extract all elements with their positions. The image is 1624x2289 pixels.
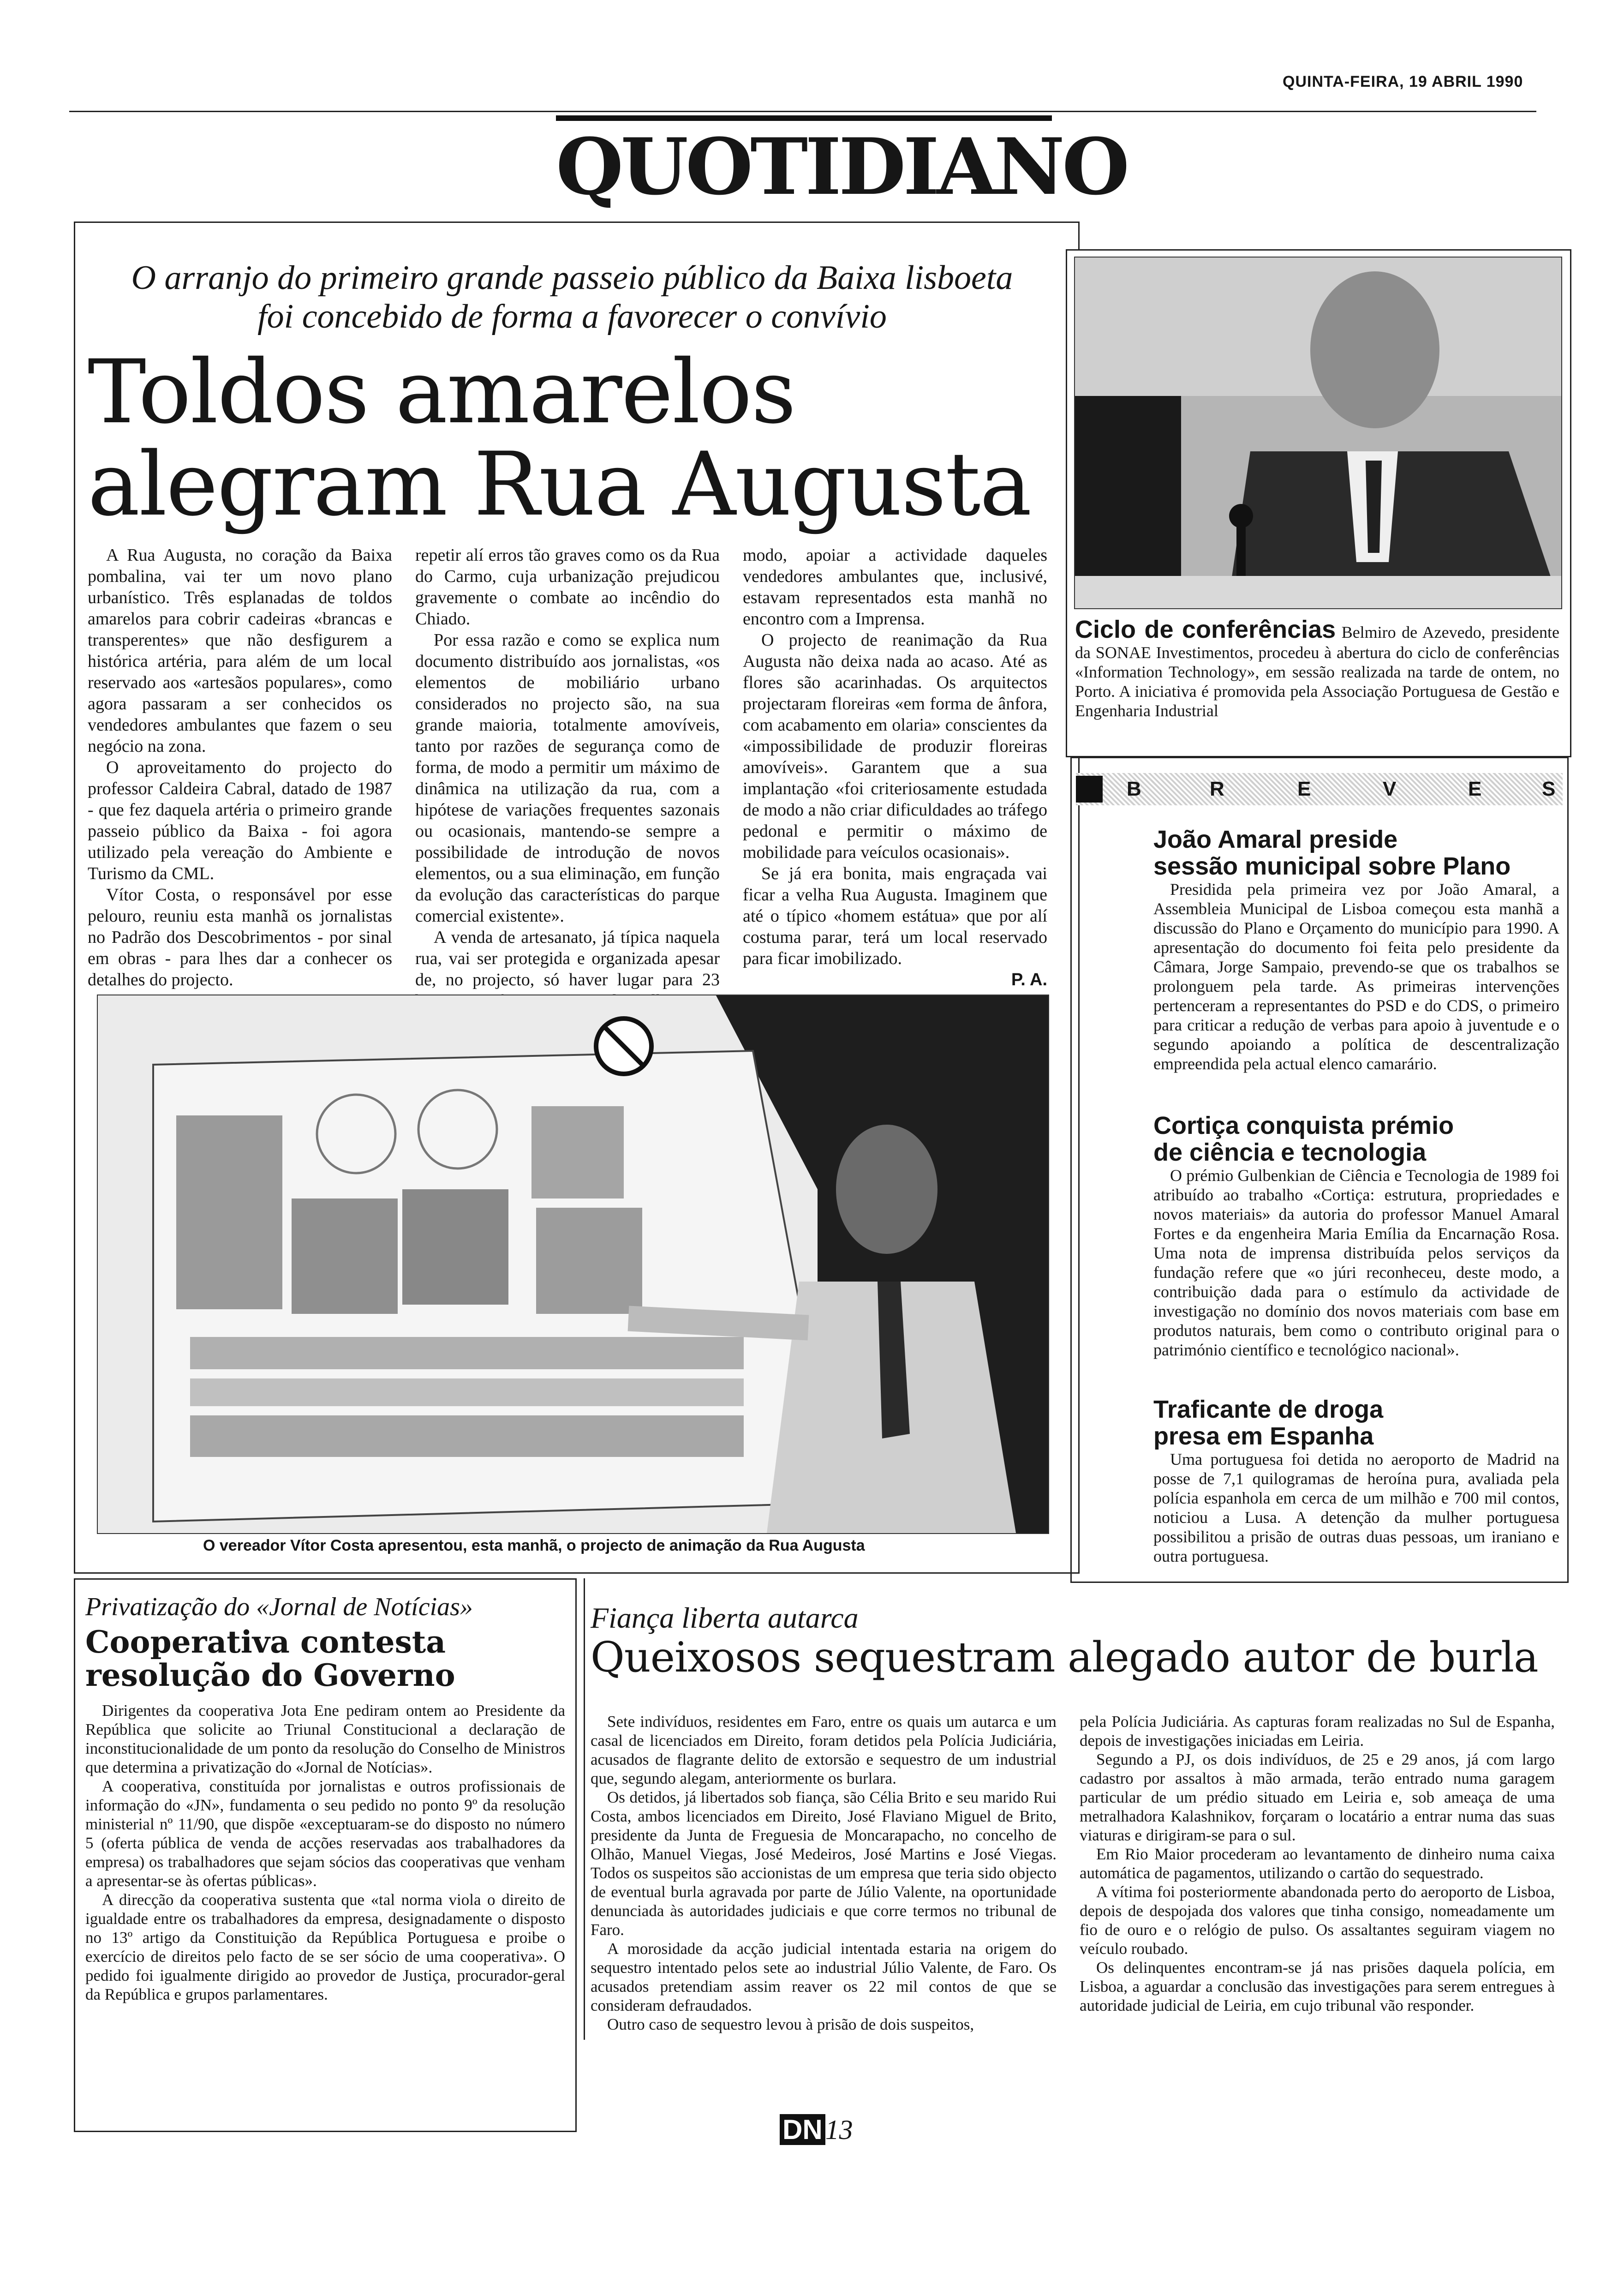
photo-story-body: Belmiro de Azevedo, presidente da SONAE Investimentos, procedeu à abertura do ciclo de conferências «Information Technology», em sessão realizada na tarde de ontem, no Porto. A iniciativa é promovida pela Associação Portuguesa de Gestão e Engenharia Industrial [1075,623,1560,720]
paragraph: Se já era bonita, mais engraçada vai ficar a velha Rua Augusta. Imaginem que até o típico «homem estátua» que por alí costuma parar, terá um local reservado para ficar imobilizado. [743,864,1047,968]
photo-story-text [1075,616,1559,720]
burla-kicker: Fiança liberta autarca [591,1601,859,1634]
paragraph: Dirigentes da cooperativa Jota Ene pediram ontem ao Presidente da República que solicite ao Triunal Constitucional a declaração de inconstitucionalidade de um ponto da resolução do Conselho de Ministros que determina a privatização do «Jornal de Notícias». [85,1702,565,1776]
main-kicker: O arranjo do primeiro grande passeio público da Baixa lisboeta foi concebido de forma a favorecer o convívio [131,259,1013,336]
main-photo [97,995,1049,1534]
burla-story [591,1601,1559,1681]
burla-headline: Queixosos sequestram alegado autor de burla [591,1633,1538,1682]
jn-story [85,1592,565,2004]
breve-text: Presidida pela primeira vez por João Amaral, a Assembleia Municipal de Lisboa começou esta manhã a discussão do Plano e Orçamento do município para 1990. A apresentação do documento foi feita pelo presidente da Câmara, Jorge Sampaio, prevendo-se que os trabalhos se prolonguem pela tarde. As primeiras intervenções pertenceram a representantes do PSD e do CDS, o primeiro para criticar a redução de verbas para apoio à juventude e o segundo apoiando a política de descentralização empreendida pela actual elenco camarário. [1153,880,1559,1073]
breve-title: Traficante de droga presa em Espanha [1153,1396,1384,1450]
paragraph: Os delinquentes encontram-se já nas prisões daquela polícia, em Lisboa, a aguardar a conclusão das investigações para serem entregues à autoridade judicial de Leiria, em cujo tribunal vão responder. [1080,1959,1555,2014]
breve-title: Cortiça conquista prémio de ciência e tecnologia [1153,1112,1454,1166]
conference-photo [1074,257,1562,609]
date-line: QUINTA-FEIRA, 19 ABRIL 1990 [1283,73,1523,90]
jn-headline: Cooperativa contesta resolução do Governo [85,1624,455,1693]
breves-banner [1076,773,1563,805]
conference-photo-illustration [1075,258,1561,608]
breves-letter: S [1542,778,1556,800]
breves-letter: E [1468,778,1482,800]
burla-column-1 [591,1712,1057,2034]
paragraph: pela Polícia Judiciária. As capturas foram realizadas no Sul de Espanha, depois de investigações iniciadas em Leiria. [1080,1713,1555,1750]
presentation-photo-illustration [98,995,1048,1533]
paragraph: repetir alí erros tão graves como os da Rua do Carmo, cuja urbanização prejudicou gravemente o combate ao incêndio do Chiado. [415,545,720,629]
page-number: 13 [825,2115,853,2145]
main-column-1 [88,545,392,1012]
paragraph: O projecto de reanimação da Rua Augusta não deixa nada ao acaso. Até as flores são acarinhadas. Os arquitectos projectaram floreiras «em forma de ânfora, com acabamento em olaria» conscientes da «impossibilidade de produzir floreiras amovíveis». Garantem que a sua implantação «foi criteriosamente estudada de modo a não criar dificuldades ao tráfego pedonal e permitir o máximo de mobilidade para veículos ocasionais». [743,630,1047,862]
jn-kicker: Privatização do «Jornal de Notícias» [85,1593,473,1621]
paragraph: A cooperativa, constituída por jornalistas e outros profissionais de informação do «JN», fundamenta o seu pedido no ponto 9º da resolução ministerial nº 11/90, que dispõe «exceptuaram-se do disposto no número 5 (oferta pública de venda de acções reservadas aos trabalhadores da empresa) os trabalhadores que sejam sócios das cooperativas que venham a apresentar-se às ofertas públicas». [85,1777,565,1890]
breves-letter: R [1210,778,1224,800]
paragraph: A vítima foi posteriormente abandonada perto do aeroporto de Lisboa, depois de despojada dos valores que tinha consigo, nomeadamente um fio de ouro e o relógio de pulso. Os assaltantes seguiram viagem no veículo roubado. [1080,1883,1555,1958]
page-footer [780,2114,853,2146]
paragraph: A Rua Augusta, no coração da Baixa pombalina, vai ter um novo plano urbanístico. Três esplanadas de toldos amarelos para cobrir cadeiras «brancas e transperentes» que não desfigurem a histórica artéria, para além de um local reservado aos «artesãos populares», como agora passaram a ser conhecidos os vendedores ambulantes que fazem o seu negócio na zona. [88,545,392,756]
paragraph: Em Rio Maior procederam ao levantamento de dinheiro numa caixa automática de pagamentos, utilizando o cartão do sequestrado. [1080,1845,1555,1882]
photo-story-title: Ciclo de conferências [1075,616,1336,643]
main-photo-caption: O vereador Vítor Costa apresentou, esta manhã, o projecto de animação da Rua Augusta [203,1537,865,1554]
jn-body [85,1701,565,2004]
column-rule [584,1578,585,2040]
breves-square-icon [1076,776,1103,803]
paragraph: Outro caso de sequestro levou à prisão de dois suspeitos, [607,2015,974,2033]
breve-1 [1153,826,1559,1073]
breve-text: Uma portuguesa foi detida no aeroporto de Madrid na posse de 7,1 quilogramas de heroína pura, avaliada pela polícia espanhola em cerca de um milhão e 700 mil contos, noticiou a Lusa. A detenção da mulher portuguesa possibilitou a prisão de outras duas pessoas, um iraniano e outra portuguesa. [1153,1450,1559,1565]
paragraph: A venda de artesanato, já típica naquela rua, vai ser protegida e organizada apesar de, no projecto, só haver lugar para 23 [415,928,720,989]
breves-letter: B [1127,778,1141,800]
breve-3 [1153,1396,1559,1566]
paragraph: Segundo a PJ, os dois indivíduos, de 25 e 29 anos, já com largo cadastro por assaltos à mão armada, terão entrado numa garagem particular de um prédio situado em Leiria e, sob ameaça de uma metralhadora Kalashnikov, forçaram o locatário a entrar numa das suas viaturas e dirigiram-se para o sul. [1080,1750,1555,1844]
dn-logo: DN [780,2114,825,2145]
paragraph: Por essa razão e como se explica num documento distribuído aos jornalistas, «os elementos de mobiliário urbano considerados no projecto são, na sua grande maioria, totalmente amovíveis, tanto por razões de segurança como de forma, de modo a permitir um máximo de dinâmica na utilização da rua, com a hipótese de variações frequentes sazonais ou ocasionais, mantendo-se sempre a possibilidade de introdução de novos elementos, ou a sua eliminação, em função da evolução das características do parque comercial existente». [415,630,720,926]
paragraph: Os detidos, já libertados sob fiança, são Célia Brito e seu marido Rui Costa, ambos licenciados em Direito, José Flaviano Miguel de Brito, presidente da Junta de Freguesia de Moncarapacho, no concelho de Olhão, Manuel Viegas, José Medeiros, José Martins e José Viegas. Todos os suspeitos são accionistas de um empresa que teria sido objecto de eventual burla agravada por parte de Júlio Valente, na oportunidade denunciada às autoridades judiciais e que corre termos no tribunal de Faro. [591,1788,1057,1939]
paragraph: A direcção da cooperativa sustenta que «tal norma viola o direito de igualdade entre os trabalhadores da empresa, designadamente o disposto no 13º artigo da Constituição da República Portuguesa e proibe o exercício de direitos pelo facto de se ser sócio de uma cooperativa». O pedido foi igualmente dirigido ao provedor de Justiça, procurador-geral da República e grupos parlamentares. [85,1891,565,2003]
signature: P. A. [1011,970,1047,989]
paragraph: Sete indivíduos, residentes em Faro, entre os quais um autarca e um casal de licenciados em Direito, foram detidos pela Polícia Judiciária, acusados de flagrante delito de extorsão e sequestro de um industrial que, segundo alegam, anteriormente os burlara. [591,1713,1057,1787]
top-rule [69,111,1536,112]
main-headline: Toldos amarelos alegram Rua Augusta [88,341,1031,535]
main-column-2 [415,545,720,1012]
burla-column-2 [1080,1712,1555,2015]
paragraph: Vítor Costa, o responsável por esse pelouro, reuniu esta manhã os jornalistas no Padrão dos Descobrimentos - por sinal em obras - para lhes dar a conhecer os detalhes do projecto. [88,885,392,989]
breve-text: O prémio Gulbenkian de Ciência e Tecnologia de 1989 foi atribuído ao trabalho «Cortiça: estrutura, propriedades e novos materiais» da autoria do professor Manuel Amaral Fortes e da engenheira Maria Emília da Encarnação Rosa. Uma nota de imprensa distribuída pelos serviços da fundação refere que «o júri reconheceu, deste modo, a contribuição dada para o estímulo da actividade de investigação no domínio dos novos materiais com base em produtos naturais, bem como o contributo original para o património científico e tecnológico nacional». [1153,1166,1559,1359]
paragraph: A morosidade da acção judicial intentada estaria na origem do sequestro intentado pelos sete ao industrial Júlio Valente, de Faro. Os acusados pretendiam assim reaver os 22 mil contos de que se consideram defraudados. [591,1940,1057,2014]
paragraph: modo, apoiar a actividade daqueles vendedores ambulantes que, inclusivé, estavam representados esta manhã no encontro com a Imprensa. [743,545,1047,629]
breves-letter: V [1383,778,1397,800]
main-column-3 [743,545,1047,990]
breves-letter: E [1297,778,1311,800]
section-title: QUOTIDIANO [556,115,1052,210]
breve-title: João Amaral preside sessão municipal sobre Plano [1153,826,1511,880]
breve-2 [1153,1112,1559,1360]
paragraph: O aproveitamento do projecto do professor Caldeira Cabral, datado de 1987 - que fez daquela artéria o primeiro grande passeio público da Baixa - foi agora utilizado pela vereação do Ambiente e Turismo da CML. [88,758,392,883]
